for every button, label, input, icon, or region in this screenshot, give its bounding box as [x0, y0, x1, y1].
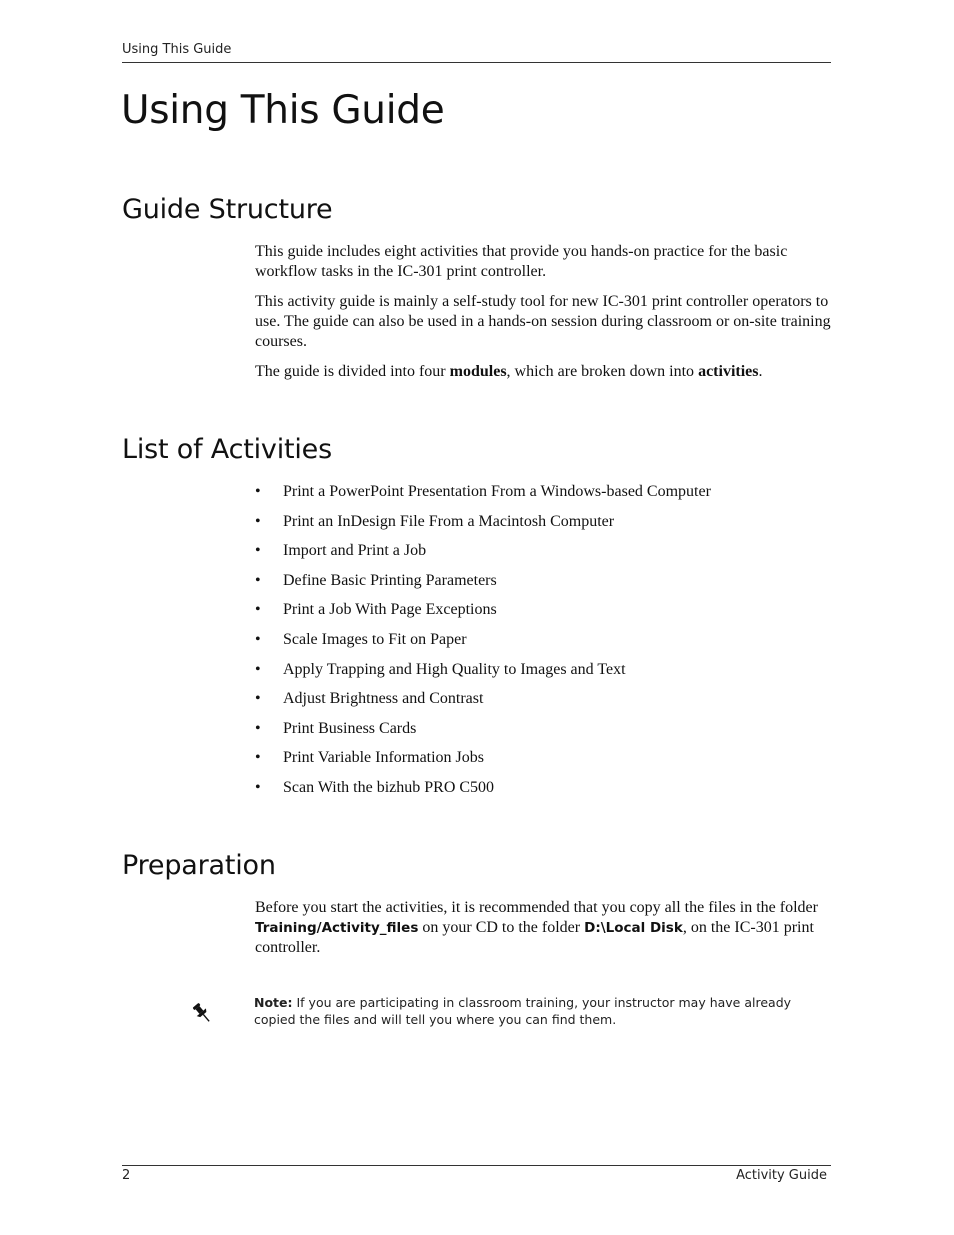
guide-structure-body — [255, 242, 831, 392]
bullet-icon: • — [255, 483, 261, 500]
guide-structure-paragraph-1: This guide includes eight activities that provide you hands-on practice for the basic workflow tasks in the IC-301 print controller. — [255, 243, 788, 280]
list-item — [255, 748, 831, 778]
list-item-label: Print Variable Information Jobs — [283, 749, 485, 767]
list-item-label: Scale Images to Fit on Paper — [283, 630, 467, 648]
list-item — [255, 512, 831, 542]
guide-structure-paragraph-2: This activity guide is mainly a self-study tool for new IC-301 print controller operators to use. The guide can also be used in a hands-on session during classroom or on-site training courses. — [255, 293, 831, 350]
list-item-label: Print Business Cards — [283, 719, 417, 737]
list-item — [255, 719, 831, 749]
bullet-icon: • — [255, 660, 261, 678]
list-item-label: Define Basic Printing Parameters — [283, 571, 497, 589]
list-item-label: Print a PowerPoint Presentation From a Windows-based Computer — [283, 483, 711, 500]
list-item — [255, 778, 831, 808]
list-item-label: Apply Trapping and High Quality to Images and Text — [283, 660, 626, 678]
list-item-label: Scan With the bizhub PRO C500 — [283, 778, 495, 796]
text-run: , which are broken down into — [506, 363, 699, 380]
list-item — [255, 660, 831, 690]
activity-list — [255, 482, 831, 808]
page-title: Using This Guide — [121, 88, 445, 133]
term-activities: activities — [698, 363, 759, 380]
bullet-icon: • — [255, 778, 261, 796]
list-item — [255, 571, 831, 601]
section-heading-guide-structure: Guide Structure — [122, 194, 333, 225]
bullet-icon: • — [255, 542, 261, 560]
bullet-icon: • — [255, 601, 261, 619]
folder-path-local-disk: D:\Local Disk — [584, 920, 683, 936]
running-header — [122, 42, 831, 63]
section-heading-preparation: Preparation — [122, 850, 276, 881]
list-item — [255, 541, 831, 571]
running-header-title: Using This Guide — [122, 42, 232, 57]
section-heading-list-of-activities: List of Activities — [122, 434, 332, 465]
folder-path-training: Training/Activity_files — [255, 920, 419, 936]
preparation-body — [255, 898, 831, 968]
running-footer — [122, 1165, 831, 1183]
note-label: Note: — [254, 995, 293, 1010]
list-item-label: Import and Print a Job — [283, 542, 427, 560]
footer-guide-name: Activity Guide — [736, 1168, 827, 1183]
bullet-icon: • — [255, 630, 261, 648]
list-item — [255, 689, 831, 719]
text-run: . — [758, 363, 763, 380]
preparation-paragraph — [255, 898, 831, 958]
term-modules: modules — [449, 363, 507, 380]
text-run: , on the IC-301 print controller. — [255, 919, 814, 956]
page-number: 2 — [122, 1168, 131, 1183]
list-item-label: Print a Job With Page Exceptions — [283, 601, 497, 619]
text-run: The guide is divided into four — [255, 363, 450, 380]
text-run: Before you start the activities, it is recommended that you copy all the files in the folder — [255, 899, 818, 916]
list-item-label: Print an InDesign File From a Macintosh Computer — [283, 512, 615, 530]
list-item — [255, 482, 831, 512]
guide-structure-paragraph-3 — [255, 362, 831, 382]
pushpin-icon — [189, 1000, 215, 1026]
list-item — [255, 600, 831, 630]
bullet-icon: • — [255, 719, 261, 737]
list-item — [255, 630, 831, 660]
note-text: If you are participating in classroom training, your instructor may have already copied the files and will tell you where you can find them. — [254, 995, 792, 1027]
text-run: on your CD to the folder — [418, 919, 585, 936]
note-callout — [254, 994, 831, 1028]
bullet-icon: • — [255, 512, 261, 530]
bullet-icon: • — [255, 690, 261, 708]
list-item-label: Adjust Brightness and Contrast — [283, 690, 484, 708]
bullet-icon: • — [255, 749, 261, 767]
bullet-icon: • — [255, 571, 261, 589]
